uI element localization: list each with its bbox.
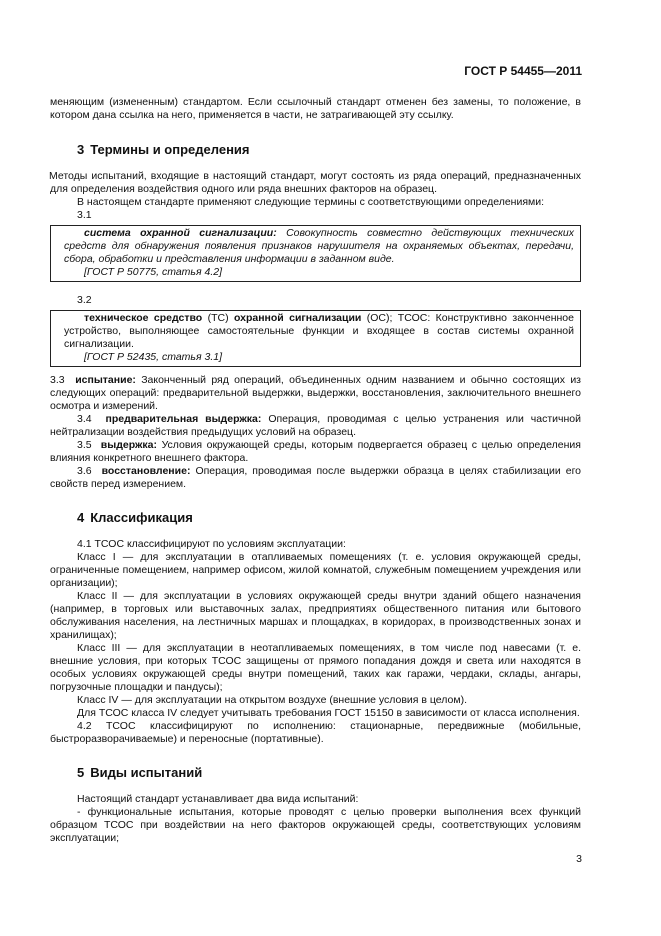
term-3-1-term: система охранной сигнализации: (84, 227, 277, 239)
term-3-2-term-1: техническое средство (84, 312, 203, 324)
term-3-6: 3.6 восстановление: Операция, проводимая после выдержки образца в целях стабилизации его свойств перед измерением. (50, 465, 582, 490)
term-3-1-number: 3.1 (77, 209, 92, 221)
section-3-heading: 3 Термины и определения (77, 142, 250, 157)
class-4: Класс IV — для эксплуатации на открытом воздухе (внешние условия в целом). (77, 694, 467, 706)
page-number: 3 (576, 853, 582, 865)
s4-paragraph-4-2: 4.2 ТСОС классифицируют по исполнению: стационарные, передвижные (мобильные, быстроразворачиваемые) и переносные (портативные). (50, 720, 581, 745)
term-3-2-term-2: охранной сигнализации (233, 312, 362, 324)
s5-paragraph-1: Настоящий стандарт устанавливает два вида испытаний: (77, 793, 359, 805)
s3-paragraph-1: Методы испытаний, входящие в настоящий стандарт, могут состоять из ряда операций, предназначенных для определения воздействия одного или ряда внешних факторов на образец. (49, 170, 581, 195)
page-content (49, 96, 582, 845)
s4-paragraph-4-1: 4.1 ТСОС классифицируют по условиям эксплуатации: (77, 538, 346, 550)
term-3-5: 3.5 выдержка: Условия окружающей среды, которым подвергается образец с целью определения влияния конкретного внешнего фактора. (50, 439, 581, 464)
term-3-4: 3.4 предварительная выдержка: Операция, проводимая с целью устранения или частичной нейтрализации воздействия предыдущих условий на образец. (50, 413, 582, 438)
term-3-3: 3.3 испытание: Законченный ряд операций, объединенных одним названием и обычно состоящих из следующих операций: предварительной выдержки, выдержки, восстановления, заключительного внешнего осмотра и измерений. (50, 374, 581, 412)
term-3-2-definition: (ОС); ТСОС: Конструктивно законченное устройство, выполняющее самостоятельные функции и входящее в состав системы охранной сигнализации. (64, 312, 574, 350)
term-3-2-box: техническое средство (ТС) охранной сигнализации (ОС); ТСОС: Конструктивно законченное устройство, выполняющее самостоятельные функции и входящее в состав системы охранной сигнализации. [ГОСТ Р 52435, статья 3.1] (50, 310, 581, 367)
term-3-1-definition: Совокупность совместно действующих технических средств для обнаружения появления признаков нарушителя на охраняемых объектах, передачи, сбора, обработки и представления информации в заданном виде. (64, 227, 575, 265)
term-3-1-reference: [ГОСТ Р 50775, статья 4.2] (84, 266, 222, 278)
s3-paragraph-2: В настоящем стандарте применяют следующие термины с соответствующими определениями: (77, 196, 545, 208)
class-1: Класс I — для эксплуатации в отапливаемых помещениях (т. е. условия окружающей среды, ограниченные помещением, например офисом, жилой комнатой, служебным помещением учреждения или организации); (50, 551, 581, 589)
s5-paragraph-2: - функциональные испытания, которые проводят с целью проверки выполнения всех функций образцом ТСОС при воздействии на него факторов окружающей среды, соответствующих условиям эксплуатации; (50, 806, 581, 844)
intro-paragraph: меняющим (измененным) стандартом. Если ссылочный стандарт отменен без замены, то положение, в котором дана ссылка на него, применяется в части, не затрагивающей эту ссылку. (50, 96, 581, 121)
term-3-2-number: 3.2 (77, 294, 92, 306)
class-2: Класс II — для эксплуатации в условиях окружающей среды внутри зданий общего назначения (например, в торговых или выставочных залах, предприятиях общественного питания или бытового обслуживания населения, на лестничных маршах и площадках, в коридорах, в производственных зонах и хранилищах); (50, 590, 581, 641)
class-4-note: Для ТСОС класса IV следует учитывать требования ГОСТ 15150 в зависимости от класса исполнения. (77, 707, 580, 719)
term-3-1-box (50, 225, 581, 282)
document-header: ГОСТ Р 54455—2011 (464, 64, 582, 78)
class-3: Класс III — для эксплуатации в неотапливаемых помещениях, в том числе под навесами (т. е. внешние условия, при которых ТСОС защищены от прямого попадания дождя и света или находятся в особых условиях окружающей среды внутри помещений, таких как гаражи, чердаки, склады, ангары, погрузочные площадки и пандусы); (50, 642, 581, 693)
term-3-2-reference: [ГОСТ Р 52435, статья 3.1] (84, 351, 222, 363)
section-5-heading: 5 Виды испытаний (77, 765, 203, 780)
section-4-heading: 4 Классификация (77, 510, 193, 525)
